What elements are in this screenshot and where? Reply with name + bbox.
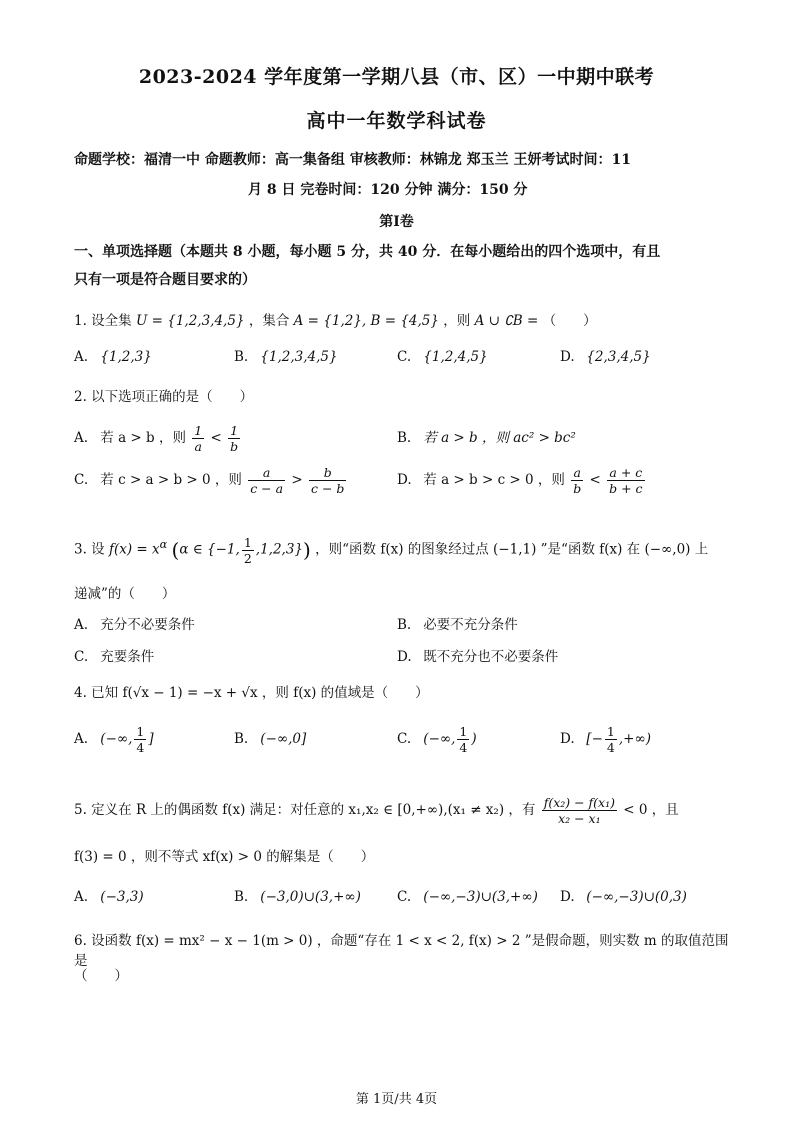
- question-4-stem: 4. 已知 f(√x − 1) = −x + √x ，则 f(x) 的值域是（ ）: [74, 685, 429, 701]
- question-3-stem: [74, 528, 708, 567]
- q3-paren-close: ): [303, 538, 311, 562]
- option-label: D.: [560, 731, 575, 747]
- option-label: B.: [234, 889, 249, 905]
- fraction: [248, 465, 285, 496]
- option-text: 若 a > b > c > 0 ，则: [423, 472, 565, 488]
- q5-stem-text-b: < 0 ，且: [623, 802, 679, 818]
- option-text: (−∞,−3)∪(3,+∞): [423, 889, 538, 905]
- option-label: D.: [560, 889, 575, 905]
- fraction-denominator: 4: [459, 740, 468, 755]
- option-text: 必要不充分条件: [423, 617, 518, 633]
- question-1-stem: [74, 311, 597, 331]
- q5-option-d: [560, 887, 687, 907]
- q1-sets-ab: A = {1,2}, B = {4,5}: [293, 313, 439, 329]
- option-label: A.: [74, 349, 89, 365]
- section-heading-line-1: 一、单项选择题（本题共 8 小题，每小题 5 分，共 40 分．在每小题给出的四个选项中，有且: [74, 244, 661, 260]
- fraction-denominator: b + c: [609, 481, 643, 496]
- fraction: [457, 724, 469, 755]
- q1-set-u: U = {1,2,3,4,5}: [135, 313, 245, 329]
- fraction-numerator: 1: [606, 724, 615, 739]
- option-label: A.: [74, 889, 89, 905]
- exam-meta-line-2: 月 8 日 完卷时间：120 分钟 满分：150 分: [248, 182, 528, 198]
- option-text: 充分不必要条件: [100, 617, 195, 633]
- q1-stem-text-a: 1. 设全集: [74, 313, 132, 329]
- option-label: D.: [560, 349, 575, 365]
- fraction: [192, 423, 204, 454]
- option-label: D.: [397, 649, 412, 665]
- question-5-stem-cont: f(3) = 0 ，则不等式 xf(x) > 0 的解集是（ ）: [74, 849, 375, 865]
- option-text: {1,2,4,5}: [423, 349, 488, 365]
- fraction-denominator: c − a: [250, 481, 284, 496]
- fraction-numerator: 1: [459, 724, 468, 739]
- q1-expression: A ∪ ∁B =: [474, 313, 539, 329]
- fraction-denominator: 4: [606, 740, 615, 755]
- q1-option-a: [74, 347, 152, 367]
- fraction-numerator: 1: [194, 423, 203, 438]
- fraction: [309, 465, 346, 496]
- q4-option-c: [397, 723, 477, 755]
- question-6-stem: 6. 设函数 f(x) = mx² − x − 1(m > 0) ，命题“存在 1 < x < 2, f(x) > 2 ”是假命题，则实数 m 的取值范围是: [74, 933, 729, 969]
- q3-option-d: [397, 647, 558, 667]
- fraction: [571, 465, 583, 496]
- fraction-denominator: 2: [243, 550, 252, 566]
- fraction-numerator: a + c: [607, 465, 644, 481]
- option-text: ,+∞): [618, 731, 651, 747]
- option-text: [−: [586, 731, 603, 747]
- option-text: ]: [148, 731, 154, 747]
- fraction: [242, 535, 254, 566]
- q3-option-a: [74, 615, 195, 635]
- option-label: B.: [234, 731, 249, 747]
- option-text: (−∞,−3)∪(0,3): [586, 889, 687, 905]
- relation: <: [589, 472, 601, 488]
- q5-stem-text-a: 5. 定义在 R 上的偶函数 f(x) 满足：对任意的 x₁,x₂ ∈ [0,+∞),(x₁ ≠ x₂) ，有: [74, 802, 536, 818]
- q1-stem-text-c: ，则: [443, 313, 471, 329]
- fraction-numerator: b: [309, 465, 346, 481]
- option-label: B.: [234, 349, 249, 365]
- option-text: (−∞,: [423, 731, 456, 747]
- option-label: C.: [397, 889, 412, 905]
- fraction-denominator: a: [194, 439, 202, 454]
- option-text: (−∞,0]: [260, 731, 307, 747]
- option-label: C.: [397, 349, 412, 365]
- section-heading-line-2: 只有一项是符合题目要求的）: [74, 272, 256, 288]
- q1-option-b: [234, 347, 338, 367]
- fraction-numerator: a: [571, 465, 583, 481]
- exam-subtitle: 高中一年数学科试卷: [306, 110, 487, 132]
- fraction: [542, 795, 617, 826]
- q4-option-b: [234, 729, 306, 749]
- fraction-denominator: 4: [136, 740, 145, 755]
- fraction: [607, 465, 644, 496]
- q3-alpha-set-start: α ∈ {−1,: [179, 541, 240, 558]
- option-label: C.: [74, 472, 89, 488]
- fraction-denominator: x₂ − x₁: [558, 811, 601, 826]
- option-label: C.: [74, 649, 89, 665]
- option-text: 若 a > b ，则 ac² > bc²: [423, 430, 576, 446]
- q1-option-c: [397, 347, 488, 367]
- q3-paren-open: (: [171, 538, 180, 562]
- q2-option-b: [397, 428, 576, 448]
- question-5-stem: [74, 792, 679, 828]
- option-label: A.: [74, 617, 89, 633]
- page-footer: 第 1页/共 4页: [355, 1092, 438, 1107]
- option-text: {2,3,4,5}: [586, 349, 651, 365]
- question-6-answer-paren: （ ）: [74, 968, 128, 984]
- q4-option-a: [74, 723, 154, 755]
- q5-option-b: [234, 887, 361, 907]
- option-label: B.: [397, 430, 412, 446]
- fraction: [228, 423, 240, 454]
- option-text: 若 a > b ，则: [100, 430, 186, 446]
- option-text: {1,2,3}: [100, 349, 152, 365]
- question-3-stem-cont: 递减”的（ ）: [74, 586, 176, 602]
- option-label: B.: [397, 617, 412, 633]
- q3-option-c: [74, 647, 154, 667]
- q2-option-c: [74, 464, 348, 496]
- q1-option-d: [560, 347, 651, 367]
- q3-option-b: [397, 615, 518, 635]
- q3-stem-text-b: ，则“函数 f(x) 的图象经过点 (−1,1) ”是“函数 f(x) 在 (−∞,0) 上: [315, 541, 709, 558]
- option-text: 若 c > a > b > 0 ，则: [100, 472, 242, 488]
- volume-heading: 第Ⅰ卷: [379, 214, 414, 230]
- q5-option-c: [397, 887, 538, 907]
- relation: <: [210, 430, 222, 446]
- q2-option-d: [397, 464, 647, 496]
- q3-function: f(x) = x: [108, 541, 160, 558]
- fraction: [605, 724, 617, 755]
- fraction: [134, 724, 146, 755]
- fraction-numerator: a: [248, 465, 285, 481]
- q2-option-a: [74, 422, 242, 454]
- option-text: ): [471, 731, 477, 747]
- option-label: A.: [74, 430, 89, 446]
- fraction-numerator: 1: [243, 534, 252, 550]
- q3-alpha-set-end: ,1,2,3}: [255, 541, 304, 558]
- q1-stem-text-b: ，集合: [248, 313, 290, 329]
- exam-title: 2023-2024 学年度第一学期八县（市、区）一中期中联考: [138, 66, 655, 88]
- fraction-denominator: b: [573, 481, 582, 496]
- option-text: 既不充分也不必要条件: [423, 649, 559, 665]
- q1-answer-paren: （ ）: [542, 313, 597, 329]
- fraction-numerator: 1: [136, 724, 145, 739]
- option-text: (−∞,: [100, 731, 133, 747]
- option-label: A.: [74, 731, 89, 747]
- exam-meta-line-1: 命题学校：福清一中 命题教师：高一集备组 审核教师：林锦龙 郑玉兰 王妍考试时间：11: [74, 152, 631, 168]
- fraction-denominator: b: [230, 439, 239, 454]
- option-text: {1,2,3,4,5}: [260, 349, 338, 365]
- q3-stem-text-a: 3. 设: [74, 541, 105, 558]
- fraction-numerator: 1: [228, 423, 240, 439]
- fraction-denominator: c − b: [310, 481, 345, 496]
- option-text: 充要条件: [100, 649, 155, 665]
- q5-option-a: [74, 887, 144, 907]
- fraction-numerator: f(x₂) − f(x₁): [543, 795, 615, 810]
- option-label: C.: [397, 731, 412, 747]
- relation: >: [291, 472, 303, 488]
- q4-option-d: [560, 723, 651, 755]
- option-text: (−3,0)∪(3,+∞): [260, 889, 361, 905]
- q3-exponent: α: [159, 538, 168, 551]
- option-label: D.: [397, 472, 412, 488]
- option-text: (−3,3): [100, 889, 144, 905]
- question-2-stem: 2. 以下选项正确的是（ ）: [74, 389, 254, 405]
